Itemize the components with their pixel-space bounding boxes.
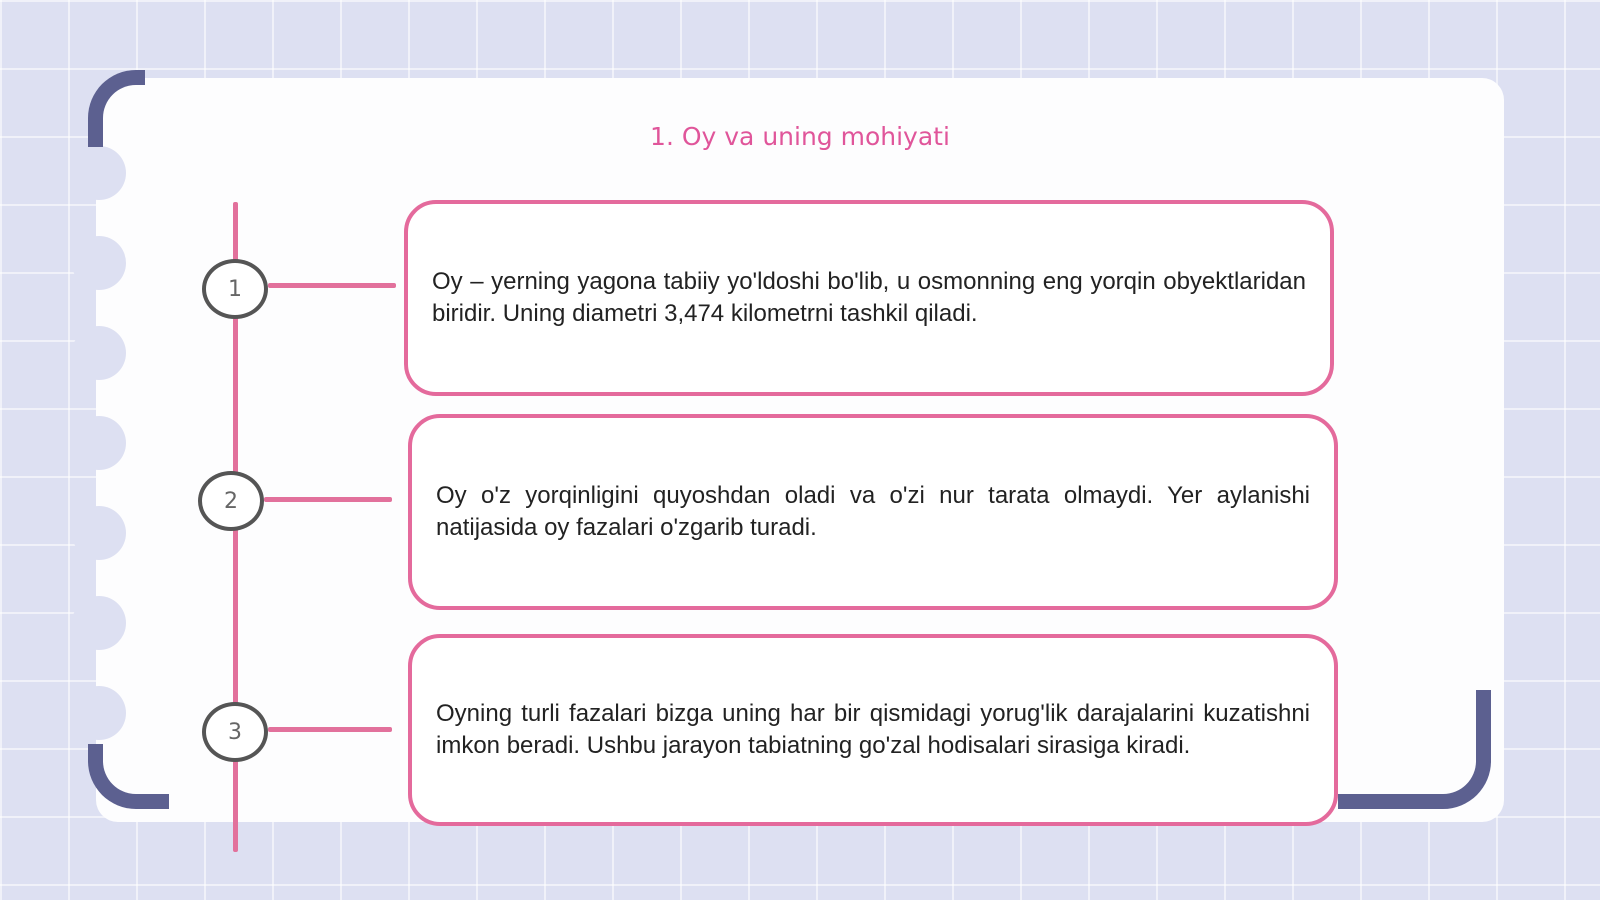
slide-title: 1. Oy va uning mohiyati xyxy=(650,122,950,151)
card-notch xyxy=(72,146,126,200)
step-text: Oyning turli fazalari bizga uning har bir qismidagi yorug'lik darajalarini kuzatishni imkon beradi. Ushbu jarayon tabiatning go'zal hodisalari sirasiga kiradi. xyxy=(436,700,1310,759)
step-text: Oy o'z yorqinligini quyoshdan oladi va o'zi nur tarata olmaydi. Yer aylanishi natijasida oy fazalari o'zgarib turadi. xyxy=(436,482,1310,541)
card-notch xyxy=(72,596,126,650)
step-number-badge: 1 xyxy=(202,259,268,319)
step-number-badge: 2 xyxy=(198,471,264,531)
corner-bracket-bottom-right xyxy=(1338,690,1491,809)
step-connector xyxy=(264,497,392,502)
card-notch xyxy=(72,416,126,470)
step-text-box xyxy=(408,414,1338,610)
step-text: Oy – yerning yagona tabiiy yo'ldoshi bo'lib, u osmonning eng yorqin obyektlaridan biridir. Uning diametri 3,474 kilometrni tashkil qiladi. xyxy=(432,268,1306,327)
card-notch xyxy=(72,506,126,560)
card-notch xyxy=(72,326,126,380)
step-text-box xyxy=(404,200,1334,396)
step-connector xyxy=(268,727,392,732)
card-notch xyxy=(72,236,126,290)
step-number-badge: 3 xyxy=(202,702,268,762)
step-text-box xyxy=(408,634,1338,826)
step-connector xyxy=(268,283,396,288)
card-notch xyxy=(72,686,126,740)
